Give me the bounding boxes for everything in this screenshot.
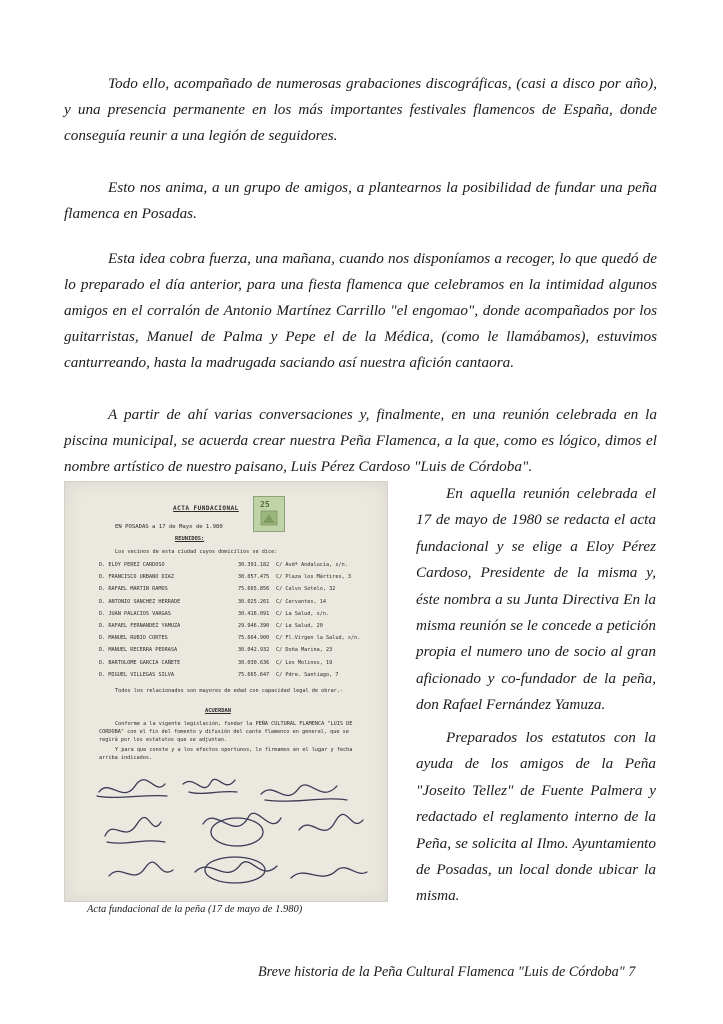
paragraph-gathering: Esta idea cobra fuerza, una mañana, cuando nos disponíamos a recoger, lo que quedó de lo preparado el día anterior, para una fiesta flamenca que celebramos en la intimidad algunos amigos en el corralón de Antonio Martínez Carrillo "el engomao", donde acompañados por los guitarristas, Manuel de Palma y Pepe el de la Médica, (como le llamábamos), estuvimos canturreando, hasta la madrugada saciando así nuestra afición cantaora. — [64, 250, 657, 371]
member-address: C/ Fl.Virgen la Salud, s/n. — [276, 635, 361, 642]
signatures-graphic — [85, 774, 375, 894]
member-address: C/ Doña Marina, 23 — [276, 647, 333, 654]
member-name: D. RAFAEL MARTIN RAMOS — [99, 586, 168, 593]
member-name: D. ELOY PEREZ CARDOSO — [99, 562, 165, 568]
member-dni: 30.042.932 — [238, 647, 270, 654]
member-dni: 75.664.900 — [238, 635, 270, 642]
member-address: C/ Plaza los Mártires, 3 — [276, 574, 351, 581]
founding-act-photo — [64, 481, 388, 902]
act-date: EN POSADAS a 17 de Mayo de 1.980 — [115, 524, 223, 530]
member-row — [99, 599, 379, 611]
page-footer: Breve historia de la Peña Cultural Flamenca "Luis de Córdoba" 7 — [258, 964, 636, 980]
member-row — [99, 647, 379, 659]
member-name: D. MANUEL RECERRA PEDRASA — [99, 647, 178, 654]
member-name: D. BARTOLOME GARCIA CAÑETE — [99, 659, 181, 666]
member-name: D. ANTONIO SANCHEZ HERRADE — [99, 598, 181, 605]
act-acuerdan: ACUERDAN — [205, 708, 231, 714]
member-address: C/ Calvo Sotelo, 32 — [276, 586, 336, 593]
paragraph-founding: En aquella reunión celebrada el 17 de mayo de 1980 se redacta el acta fundacional y se elige a Eloy Pérez Cardoso, Presidente de la misma y, éste nombra a su Junta Directiva En la misma reunión se le concede a petición propia el numero uno de socio al gran aficionado y co-fundador de la peña, don Rafael Fernández Yamuza. — [416, 485, 656, 714]
member-address: C/ La Salud, s/n. — [276, 610, 330, 617]
paragraph-idea: Esto nos anima, a un grupo de amigos, a plantearnos la posibilidad de fundar una peña flamenca en Posadas. — [64, 179, 657, 222]
member-row — [99, 586, 379, 598]
member-dni: 75.665.856 — [238, 586, 270, 593]
stamp-emblem-icon — [254, 497, 284, 531]
member-dni: 29.946.390 — [238, 622, 270, 629]
revenue-stamp — [253, 496, 285, 532]
member-row — [99, 562, 379, 574]
member-name: D. FRANCISCO URBANO DIAZ — [99, 574, 174, 581]
member-row — [99, 574, 379, 586]
member-row — [99, 660, 379, 672]
member-row — [99, 611, 379, 623]
act-agreement-text — [99, 720, 367, 763]
member-address: C/ Los Molinos, 19 — [276, 659, 333, 666]
act-intro: Los vecinos de esta ciudad cuyos domicilios se dice: — [115, 549, 278, 555]
paragraph-statutes: Preparados los estatutos con la ayuda de los amigos de la Peña "Joseito Tellez" de Fuente Palmera y redactado el reglamento interno de la Peña, se solicita al Ilmo. Ayuntamiento de Posadas, un local donde ubicar la misma. — [416, 729, 656, 905]
member-address: C/ Avdª Andalucía, s/n. — [276, 562, 348, 568]
member-dni: 30.057.475 — [238, 574, 270, 581]
member-name: D. JUAN PALACIOS VARGAS — [99, 610, 171, 617]
act-reunidos: REUNIDOS: — [175, 536, 205, 542]
member-address: C/ Pdre. Santiago, 7 — [276, 671, 339, 678]
paragraph-recordings: Todo ello, acompañado de numerosas grabaciones discográficas, (casi a disco por año), y una presencia permanente en los más importantes festivales flamencos de España, donde conseguía reunir a una legión de seguidores. — [64, 75, 657, 144]
member-row — [99, 672, 379, 684]
image-caption: Acta fundacional de la peña (17 de mayo de 1.980) — [87, 904, 303, 915]
member-row — [99, 623, 379, 635]
member-dni: 30.391.182 — [238, 562, 270, 568]
stamp-value: 25 — [260, 500, 270, 509]
member-name: D. MANUEL RUBIO CORTES — [99, 635, 168, 642]
member-dni: 30.025.261 — [238, 598, 270, 605]
act-title: ACTA FUNDACIONAL — [173, 505, 239, 512]
member-address: C/ La Salud, 20 — [276, 622, 323, 629]
members-list — [99, 562, 379, 684]
member-dni: 30.416.091 — [238, 610, 270, 617]
member-row — [99, 635, 379, 647]
act-note: Todos los relacionados son mayores de edad con capacidad legal de obrar.- — [115, 688, 343, 694]
member-dni: 30.030.636 — [238, 659, 270, 666]
member-name: D. RAFAEL FERNANDEZ YAMUZA — [99, 622, 181, 629]
act-closing: Y para que conste y a los efectos oportunos, lo firmamos en el lugar y fecha arriba indicados. — [99, 746, 353, 761]
member-dni: 75.665.647 — [238, 671, 270, 678]
member-address: C/ Cervantes, 14 — [276, 598, 326, 605]
paragraph-meeting: A partir de ahí varias conversaciones y, finalmente, en una reunión celebrada en la piscina municipal, se acuerda crear nuestra Peña Flamenca, a la que, como es lógico, dimos el nombre artístico de nuestro paisano, Luis Pérez Cardoso "Luis de Córdoba". — [64, 406, 657, 475]
act-agreement: Conforme a la vigente legislación, fundar la PEÑA CULTURAL FLAMENCA "LUIS DE CORDOBA" con el fin del fomento y difusión del cante flamenco en general, que se regirá por los estatutos que se adjuntan. — [99, 721, 353, 744]
member-name: D. MIGUEL VILLEGAS SILVA — [99, 671, 174, 678]
